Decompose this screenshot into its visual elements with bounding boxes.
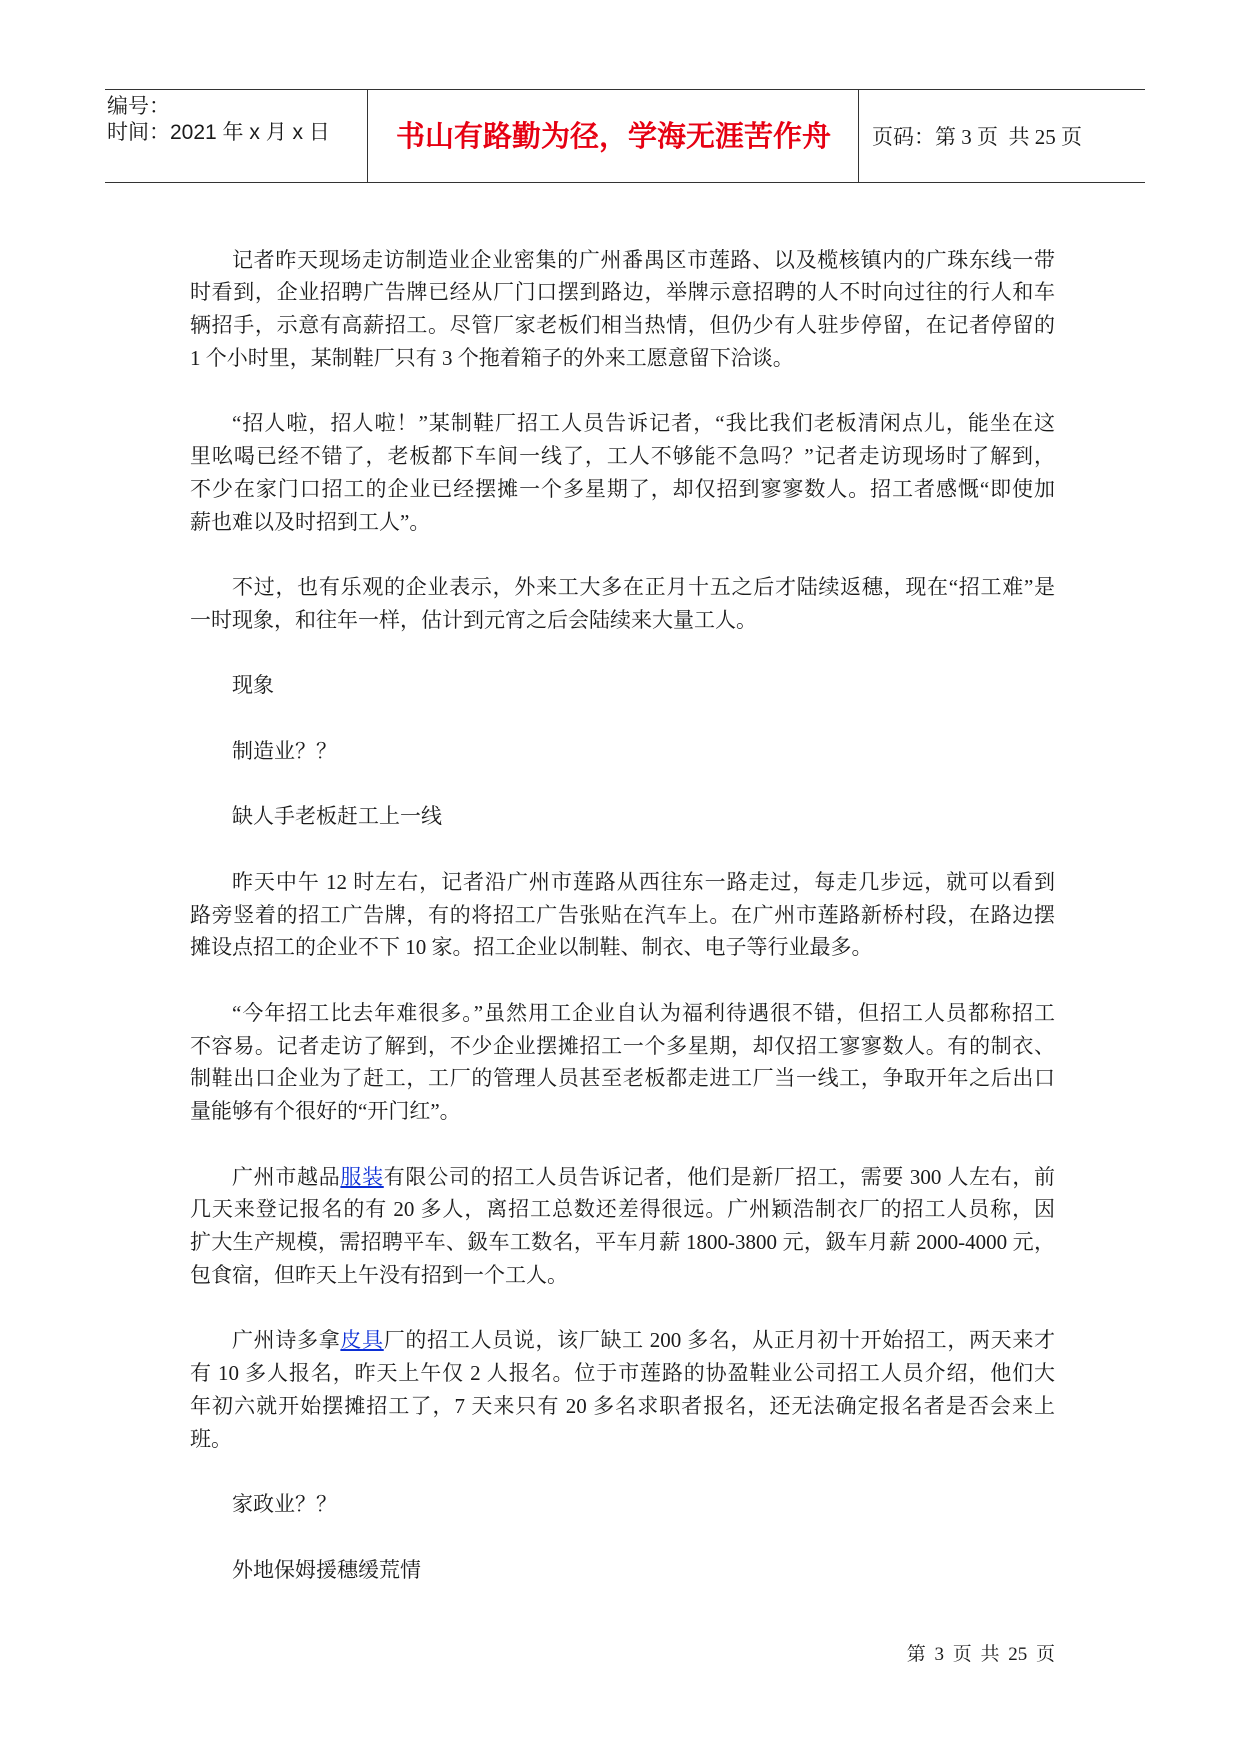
subheading-text: 外地保姆援穗缓荒情 [232,1557,421,1582]
paragraph-line: 记者昨天现场走访制造业企业密集的广州番禺区市莲路、以及榄核镇内的广珠东线一带 [232,247,1055,272]
paragraph-line: 薪也难以及时招到工人”。 [190,509,431,534]
subsection-heading-text: 制造业？？ [232,738,337,763]
paragraph-line: 一时现象，和往年一样，估计到元宵之后会陆续来大量工人。 [190,607,757,632]
paragraph [190,407,1055,538]
paragraph-line: 不过，也有乐观的企业表示，外来工大多在正月十五之后才陆续返穗，现在“招工难”是 [232,575,1055,600]
line-text: 厂的招工人员说，该厂缺工 200 多名，从正月初十开始招工，两天来才 [383,1328,1056,1353]
header-motto: 书山有路勤为径，学海无涯苦作舟 [395,121,831,153]
paragraph-line: 辆招手，示意有高薪招工。尽管厂家老板们相当热情，但仍少有人驻步停留，在记者停留的 [190,313,1055,338]
paragraph-line: 时看到，企业招聘广告牌已经从厂门口摆到路边，举牌示意招聘的人不时向过往的行人和车 [190,280,1055,305]
header-bottom-rule [105,182,1145,183]
document-number-label: 编号： [107,95,170,118]
paragraph [190,997,1055,1128]
paragraph-line: 包食宿，但昨天上午没有招到一个工人。 [190,1262,568,1287]
line-text: 广州诗多拿 [232,1328,341,1353]
footer-page-number: 第 3 页 共 25 页 [906,1644,1055,1665]
paragraph-line: 量能够有个很好的“开门红”。 [190,1099,461,1124]
subsection-heading [190,1488,1055,1521]
paragraph-line: 班。 [190,1426,232,1451]
section-heading [190,669,1055,702]
clothing-link[interactable]: 服装 [340,1164,384,1189]
subheading-text: 缺人手老板赶工上一线 [232,804,442,829]
line-text: 广州市越品 [232,1164,341,1189]
paragraph-line [190,1161,1055,1194]
leather-goods-link[interactable]: 皮具 [340,1328,384,1353]
paragraph-line: 不容易。记者走访了解到，不少企业摆摊招工一个多星期，却仅招工寥寥数人。有的制衣、 [190,1033,1055,1058]
line-text: 有限公司的招工人员告诉记者，他们是新厂招工，需要 300 人左右，前 [383,1164,1056,1189]
paragraph-line: 不少在家门口招工的企业已经摆摊一个多星期了，却仅招到寥寥数人。招工者感慨“即使加 [190,476,1055,501]
header-divider-right [858,90,859,183]
paragraph-line: 有 10 多人报名，昨天上午仅 2 人报名。位于市莲路的协盈鞋业公司招工人员介绍，他们大 [190,1361,1055,1386]
paragraph-line: 制鞋出口企业为了赶工，工厂的管理人员甚至老板都走进工厂当一线工，争取开年之后出口 [190,1066,1055,1091]
header-divider-left [367,90,368,183]
subheading [190,800,1055,833]
paragraph-line: “今年招工比去年难很多。”虽然用工企业自认为福利待遇很不错，但招工人员都称招工 [232,1000,1055,1025]
paragraph-line: 扩大生产规模，需招聘平车、鈒车工数名，平车月薪 1800-3800 元，鈒车月薪 2000-4000 元， [190,1230,1055,1255]
paragraph-line: 1 个小时里，某制鞋厂只有 3 个拖着箱子的外来工愿意留下洽谈。 [190,345,794,370]
paragraph [190,244,1055,375]
header-page-indicator: 页码：第 3 页 共 25 页 [872,125,1082,149]
subsection-heading [190,735,1055,768]
paragraph [190,571,1055,637]
paragraph-line: 昨天中午 12 时左右，记者沿广州市莲路从西往东一路走过，每走几步远，就可以看到 [232,869,1055,894]
paragraph-line [190,1324,1055,1357]
section-heading-text: 现象 [232,673,274,698]
header-meta [107,94,330,146]
paragraph [190,1324,1055,1455]
paragraph-line: 几天来登记报名的有 20 多人，离招工总数还差得很远。广州颖浩制衣厂的招工人员称，因 [190,1197,1055,1222]
paragraph-line: 路旁竖着的招工广告牌，有的将招工广告张贴在汽车上。在广州市莲路新桥村段，在路边摆 [190,902,1055,927]
paragraph-line: 里吆喝已经不错了，老板都下车间一线了，工人不够能不急吗？”记者走访现场时了解到， [190,444,1055,469]
paragraph-line: 年初六就开始摆摊招工了，7 天来只有 20 多名求职者报名，还无法确定报名者是否会来上 [190,1393,1055,1418]
header-top-rule [105,89,1145,90]
subheading [190,1554,1055,1587]
paragraph-line: “招人啦，招人啦！”某制鞋厂招工人员告诉记者，“我比我们老板清闲点儿，能坐在这 [232,411,1055,436]
subsection-heading-text: 家政业？？ [232,1492,337,1517]
paragraph [190,1161,1055,1292]
paragraph [190,866,1055,964]
paragraph-line: 摊设点招工的企业不下 10 家。招工企业以制鞋、制衣、电子等行业最多。 [190,935,873,960]
document-date-label: 时间：2021 年 x 月 x 日 [107,121,330,144]
document-body [190,244,1055,1620]
